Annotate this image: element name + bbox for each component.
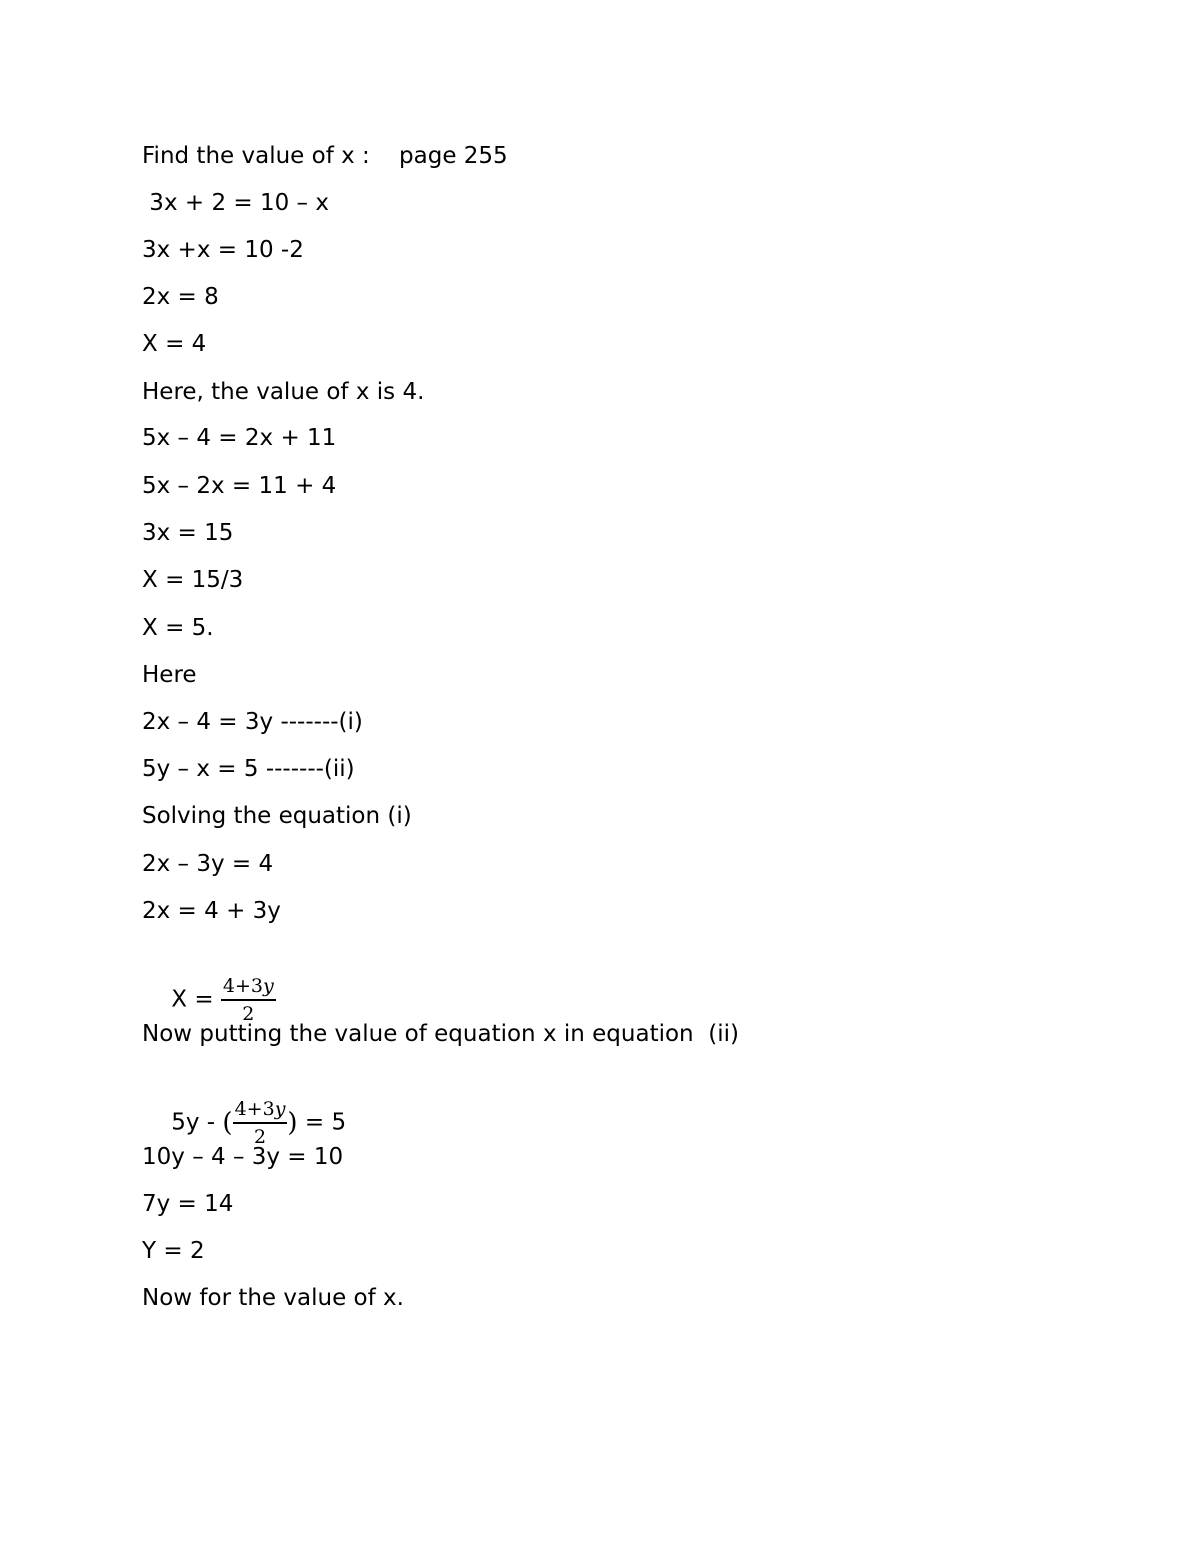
text-line: 5x – 2x = 11 + 4 xyxy=(142,473,337,499)
fraction-lhs: X = xyxy=(171,986,221,1013)
text-line: 3x + 2 = 10 – x xyxy=(142,190,329,216)
substitution-lhs: 5y - xyxy=(171,1109,223,1136)
text-line: X = 15/3 xyxy=(142,567,244,593)
text-line: X = 5. xyxy=(142,615,214,641)
fraction xyxy=(233,1097,288,1149)
text-line: 7y = 14 xyxy=(142,1191,234,1217)
text-line: Now putting the value of equation x in equation (ii) xyxy=(142,1021,739,1047)
text-line: 2x = 8 xyxy=(142,284,219,310)
fraction-numerator-variable: y xyxy=(274,1098,286,1120)
text-line: Y = 2 xyxy=(142,1238,205,1264)
text-line: Here, the value of x is 4. xyxy=(142,379,425,405)
substitution-rhs: = 5 xyxy=(297,1109,347,1136)
open-paren: ( xyxy=(222,1108,233,1138)
text-line: 10y – 4 – 3y = 10 xyxy=(142,1144,344,1170)
fraction-numerator-variable: y xyxy=(263,975,274,997)
text-line: 2x = 4 + 3y xyxy=(142,898,281,924)
text-line: 3x = 15 xyxy=(142,520,234,546)
text-line: 3x +x = 10 -2 xyxy=(142,237,304,263)
text-line: 2x – 3y = 4 xyxy=(142,851,274,877)
text-line: Now for the value of x. xyxy=(142,1285,404,1311)
text-line-heading: Find the value of x : page 255 xyxy=(142,143,508,169)
text-line: 2x – 4 = 3y -------(i) xyxy=(142,709,363,735)
text-line: Here xyxy=(142,662,197,688)
text-line: 5x – 4 = 2x + 11 xyxy=(142,425,337,451)
text-line: Solving the equation (i) xyxy=(142,803,412,829)
close-paren: ) xyxy=(287,1108,298,1138)
fraction-numerator-digits: 4+3 xyxy=(222,975,264,997)
text-line: 5y – x = 5 -------(ii) xyxy=(142,756,355,782)
text-line: X = 4 xyxy=(142,331,207,357)
fraction xyxy=(221,974,276,1026)
fraction-denominator: 2 xyxy=(253,1126,267,1148)
fraction-denominator: 2 xyxy=(242,1003,255,1025)
fraction-numerator xyxy=(221,974,276,1001)
fraction-numerator-digits: 4+3 xyxy=(234,1098,275,1120)
fraction-numerator xyxy=(233,1097,288,1124)
